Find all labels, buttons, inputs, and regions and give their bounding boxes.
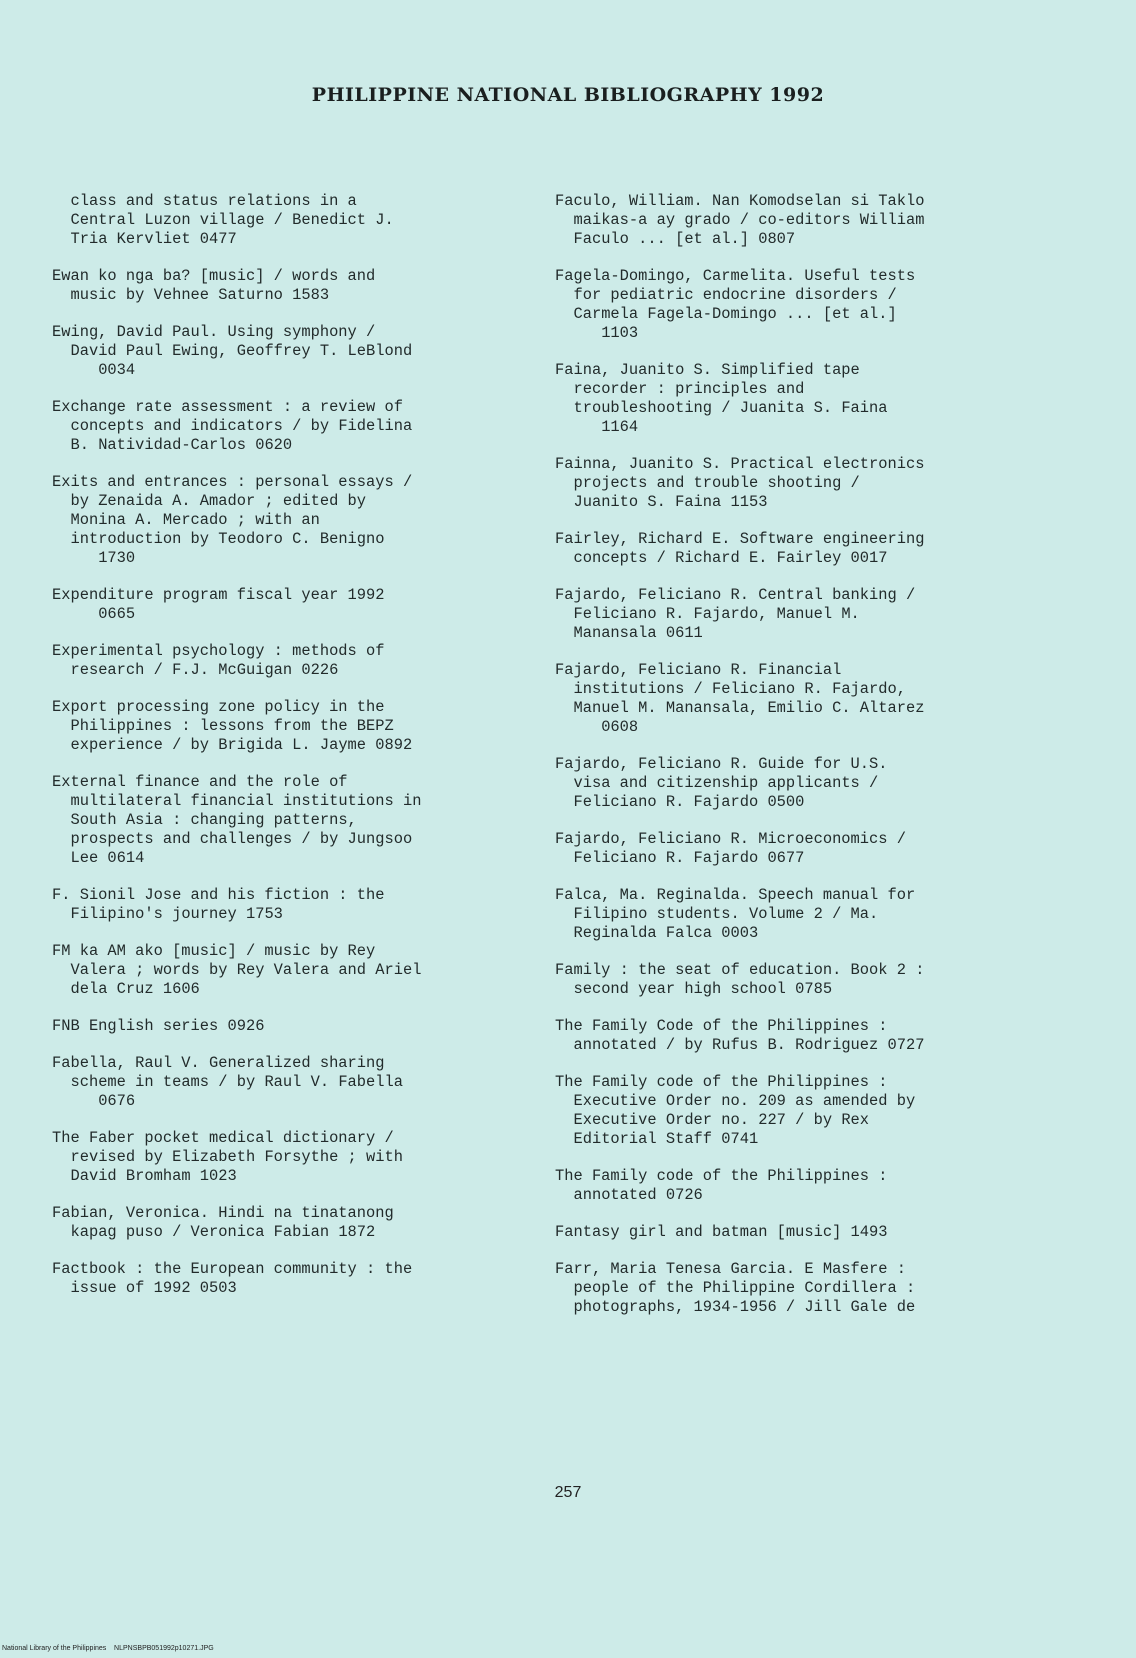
bibliography-entry: Ewan ko nga ba? [music] / words and music by Vehnee Saturno 1583 (52, 267, 376, 304)
bibliography-entry: The Family Code of the Philippines : annotated / by Rufus B. Rodriguez 0727 (555, 1017, 925, 1054)
bibliography-entry: Expenditure program fiscal year 1992 0665 (52, 586, 385, 623)
bibliography-entry: Fainna, Juanito S. Practical electronics projects and trouble shooting / Juanito S. Faina 1153 (555, 455, 925, 511)
bibliography-entry: The Family code of the Philippines : Executive Order no. 209 as amended by Executive Order no. 227 / by Rex Editorial Staff 0741 (555, 1073, 916, 1148)
right-column (555, 192, 1025, 1335)
bibliography-entry: Factbook : the European community : the issue of 1992 0503 (52, 1260, 413, 1297)
bibliography-entry: Fajardo, Feliciano R. Microeconomics / Feliciano R. Fajardo 0677 (555, 830, 906, 867)
left-column (52, 192, 522, 1316)
bibliography-entry: Fajardo, Feliciano R. Financial institutions / Feliciano R. Fajardo, Manuel M. Manansala, Emilio C. Altarez 0608 (555, 661, 925, 736)
bibliography-entry: Fairley, Richard E. Software engineering concepts / Richard E. Fairley 0017 (555, 530, 925, 567)
page-number: 257 (554, 1484, 582, 1501)
bibliography-entry: FNB English series 0926 (52, 1017, 265, 1035)
bibliography-entry: Family : the seat of education. Book 2 : second year high school 0785 (555, 961, 925, 998)
bibliography-entry: Ewing, David Paul. Using symphony / David Paul Ewing, Geoffrey T. LeBlond 0034 (52, 323, 413, 379)
bibliography-entry: Fajardo, Feliciano R. Guide for U.S. visa and citizenship applicants / Feliciano R. Fajardo 0500 (555, 755, 888, 811)
bibliography-entry: class and status relations in a Central Luzon village / Benedict J. Tria Kervliet 0477 (70, 192, 394, 248)
source-note: National Library of the Philippines NLPNSBPB051992p10271.JPG (2, 1645, 214, 1652)
bibliography-entry: Falca, Ma. Reginalda. Speech manual for Filipino students. Volume 2 / Ma. Reginalda Falca 0003 (555, 886, 916, 942)
bibliography-entry: Experimental psychology : methods of research / F.J. McGuigan 0226 (52, 642, 385, 679)
bibliography-entry: Fantasy girl and batman [music] 1493 (555, 1223, 888, 1241)
bibliography-entry: Fagela-Domingo, Carmelita. Useful tests for pediatric endocrine disorders / Carmela Fagela-Domingo ... [et al.] 1103 (555, 267, 916, 342)
bibliography-entry: Exchange rate assessment : a review of concepts and indicators / by Fidelina B. Natividad-Carlos 0620 (52, 398, 413, 454)
bibliography-entry: Fabella, Raul V. Generalized sharing scheme in teams / by Raul V. Fabella 0676 (52, 1054, 403, 1110)
bibliography-entry: Farr, Maria Tenesa Garcia. E Masfere : people of the Philippine Cordillera : photographs, 1934-1956 / Jill Gale de (555, 1260, 916, 1316)
page-title: PHILIPPINE NATIONAL BIBLIOGRAPHY 1992 (311, 84, 825, 106)
bibliography-entry: Export processing zone policy in the Philippines : lessons from the BEPZ experience / by Brigida L. Jayme 0892 (52, 698, 413, 754)
bibliography-entry: The Faber pocket medical dictionary / revised by Elizabeth Forsythe ; with David Bromham 1023 (52, 1129, 403, 1185)
bibliography-entry: The Family code of the Philippines : annotated 0726 (555, 1167, 888, 1204)
bibliography-entry: FM ka AM ako [music] / music by Rey Valera ; words by Rey Valera and Ariel dela Cruz 1606 (52, 942, 422, 998)
bibliography-entry: F. Sionil Jose and his fiction : the Filipino's journey 1753 (52, 886, 385, 923)
bibliography-entry: External finance and the role of multilateral financial institutions in South Asia : changing patterns, prospects and challenges / by Jungsoo Lee 0614 (52, 773, 422, 867)
bibliography-entry: Fabian, Veronica. Hindi na tinatanong kapag puso / Veronica Fabian 1872 (52, 1204, 394, 1241)
bibliography-entry: Fajardo, Feliciano R. Central banking / Feliciano R. Fajardo, Manuel M. Manansala 0611 (555, 586, 916, 642)
bibliography-entry: Exits and entrances : personal essays / by Zenaida A. Amador ; edited by Monina A. Mercado ; with an introduction by Teodoro C. Benigno 1730 (52, 473, 413, 567)
bibliography-entry: Faculo, William. Nan Komodselan si Taklo maikas-a ay grado / co-editors William Faculo ... [et al.] 0807 (555, 192, 925, 248)
bibliography-entry: Faina, Juanito S. Simplified tape recorder : principles and troubleshooting / Juanita S. Faina 1164 (555, 361, 888, 436)
